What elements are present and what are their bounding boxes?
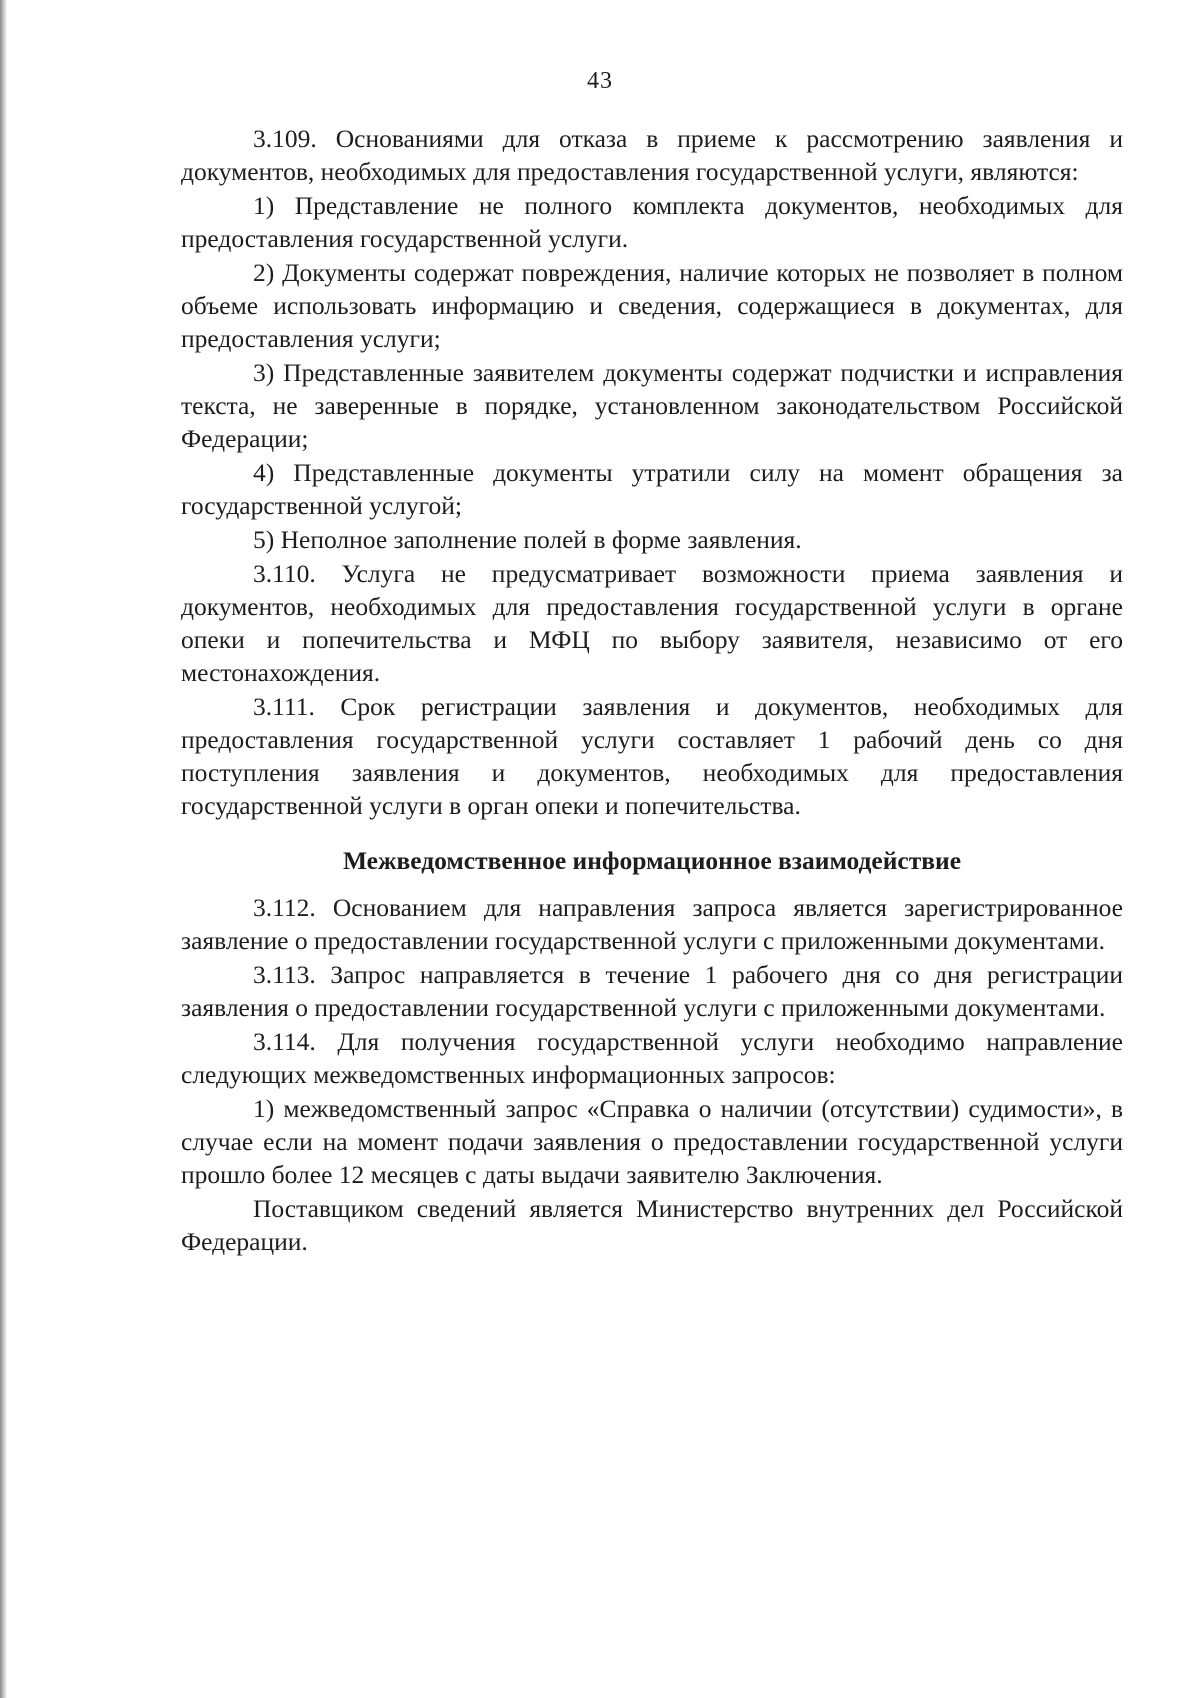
list-item-2: 2) Документы содержат повреждения, наличие которых не позволяет в полном объеме использовать информацию и сведения, содержащиеся в документах, для предоставления услуги; bbox=[181, 258, 1123, 353]
page-number: 43 bbox=[587, 68, 613, 94]
scan-left-edge bbox=[0, 0, 7, 1698]
provider-paragraph: Поставщиком сведений является Министерство внутренних дел Российской Федерации. bbox=[181, 1194, 1123, 1256]
paragraph-3-112: 3.112. Основанием для направления запроса является зарегистрированное заявление о предоставлении государственной услуги с приложенными документами. bbox=[181, 893, 1123, 955]
list-item-3: 3) Представленные заявителем документы содержат подчистки и исправления текста, не заверенные в порядке, установленном законодательством Российской Федерации; bbox=[181, 358, 1123, 453]
list-item-4: 4) Представленные документы утратили силу на момент обращения за государственной услугой; bbox=[181, 458, 1123, 520]
paragraph-3-114: 3.114. Для получения государственной услуги необходимо направление следующих межведомственных информационных запросов: bbox=[181, 1027, 1123, 1089]
paragraph-3-110: 3.110. Услуга не предусматривает возможности приема заявления и документов, необходимых для предоставления государственной услуги в органе опеки и попечительства и МФЦ по выбору заявителя, независимо от его местонахождения. bbox=[181, 559, 1123, 687]
request-item-1: 1) межведомственный запрос «Справка о наличии (отсутствии) судимости», в случае если на момент подачи заявления о предоставлении государственной услуги прошло более 12 месяцев с даты выдачи заявителю Заключения. bbox=[181, 1094, 1123, 1189]
section-heading: Межведомственное информационное взаимодействие bbox=[342, 846, 962, 875]
list-item-1: 1) Представление не полного комплекта документов, необходимых для предоставления государственной услуги. bbox=[181, 191, 1123, 253]
paragraph-3-109: 3.109. Основаниями для отказа в приеме к рассмотрению заявления и документов, необходимых для предоставления государственной услуги, являются: bbox=[181, 124, 1123, 186]
document-body bbox=[181, 122, 1123, 1259]
paragraph-3-111: 3.111. Срок регистрации заявления и документов, необходимых для предоставления государственной услуги составляет 1 рабочий день со дня поступления заявления и документов, необходимых для предоставления государственной услуги в орган опеки и попечительства. bbox=[181, 692, 1123, 820]
list-item-5: 5) Неполное заполнение полей в форме заявления. bbox=[253, 525, 802, 554]
paragraph-3-113: 3.113. Запрос направляется в течение 1 рабочего дня со дня регистрации заявления о предоставлении государственной услуги с приложенными документами. bbox=[181, 960, 1123, 1022]
